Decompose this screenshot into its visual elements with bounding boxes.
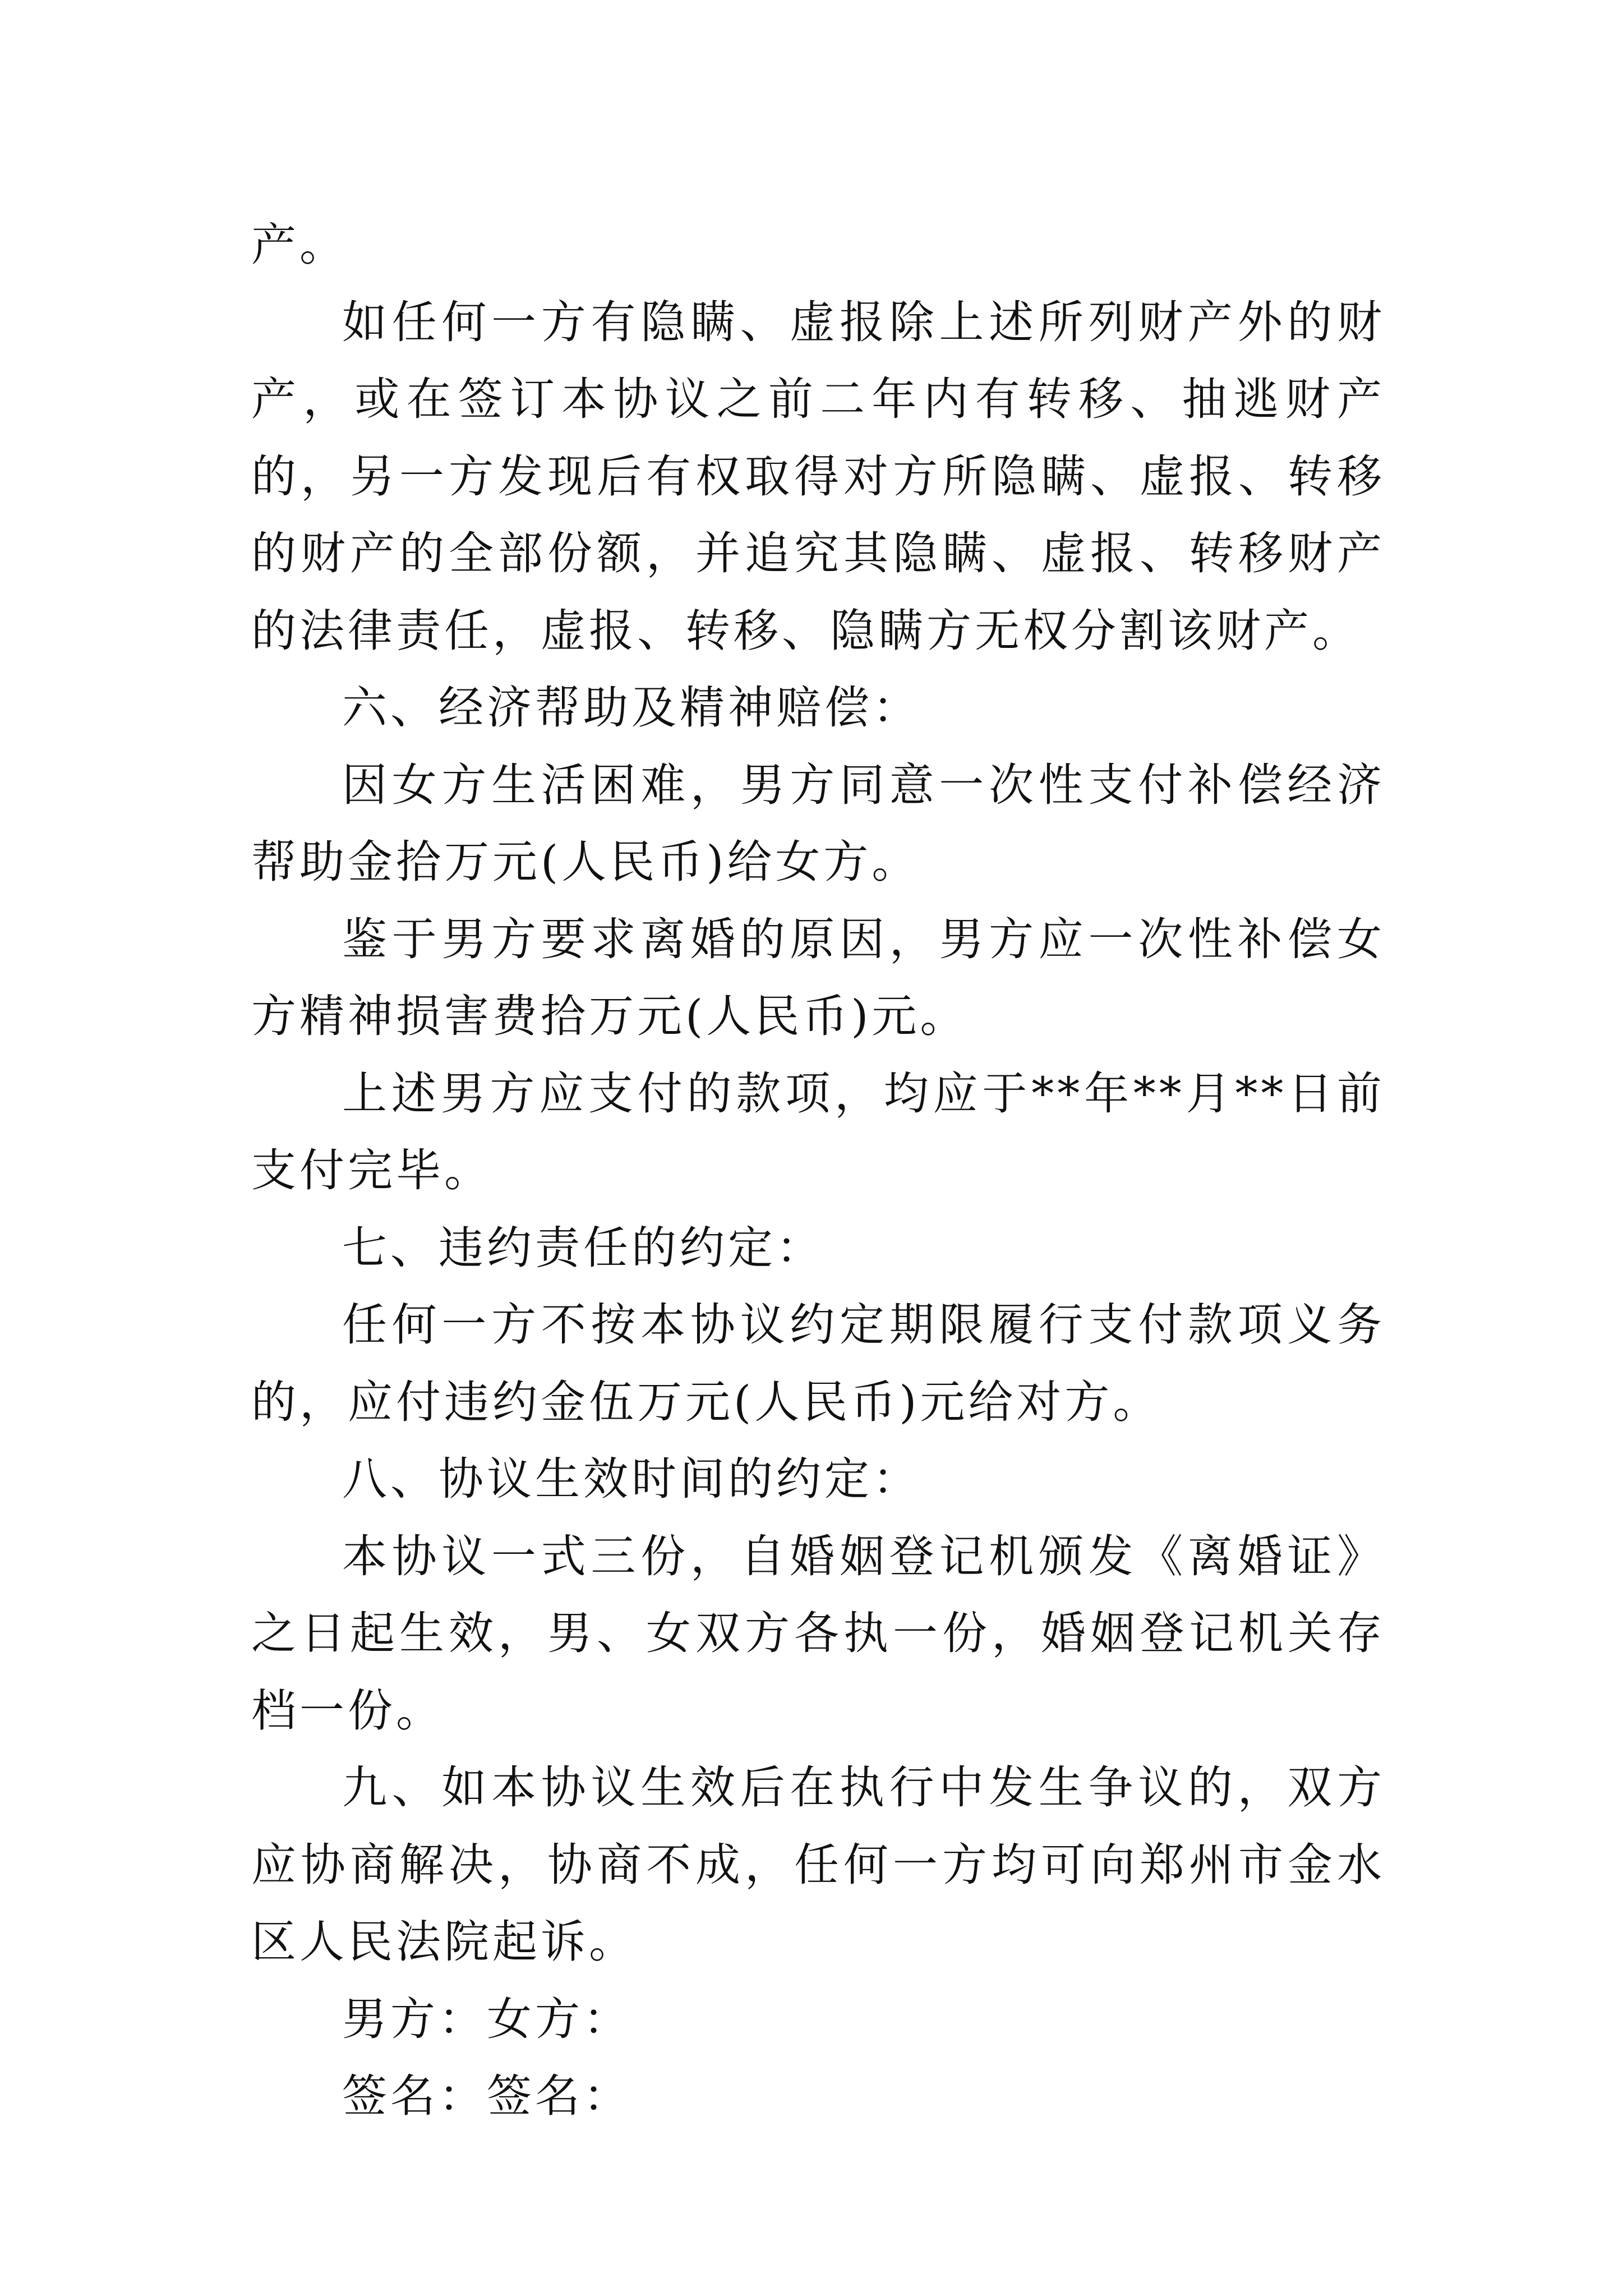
signature-line: 签名：签名： [342, 2070, 631, 2122]
effective-time-paragraph: 本协议一式三份，自婚姻登记机颁发《离婚证》之日起生效，男、女双方各执一份，婚姻登记机关存档一份。 [251, 1530, 1385, 1737]
section-heading-7: 七、违约责任的约定： [342, 1221, 824, 1274]
payment-deadline-paragraph: 上述男方应支付的款项，均应于**年**月**日前支付完毕。 [251, 1067, 1385, 1197]
signature-block [251, 1981, 1385, 2135]
breach-liability-paragraph: 任何一方不按本协议约定期限履行支付款项义务的，应付违约金伍万元(人民币)元给对方。 [251, 1299, 1385, 1428]
parties-line: 男方：女方： [342, 1993, 631, 2045]
economic-aid-paragraph: 因女方生活困难，男方同意一次性支付补偿经济帮助金拾万元(人民币)给女方。 [251, 758, 1385, 888]
document-body [251, 206, 1385, 2135]
section-heading-6: 六、经济帮助及精神赔偿： [342, 682, 921, 734]
concealment-clause-paragraph: 如任何一方有隐瞒、虚报除上述所列财产外的财产，或在签订本协议之前二年内有转移、抽逃财产的，另一方发现后有权取得对方所隐瞒、虚报、转移的财产的全部份额，并追究其隐瞒、虚报、转移财产的法律责任，虚报、转移、隐瞒方无权分割该财产。 [251, 296, 1385, 657]
dispute-resolution-paragraph: 九、如本协议生效后在执行中发生争议的，双方应协商解决，协商不成，任何一方均可向郑州市金水区人民法院起诉。 [251, 1761, 1385, 1968]
continued-paragraph: 产。 [251, 219, 348, 271]
section-heading-8: 八、协议生效时间的约定： [342, 1453, 921, 1505]
mental-damage-paragraph: 鉴于男方要求离婚的原因，男方应一次性补偿女方精神损害费拾万元(人民币)元。 [251, 913, 1385, 1042]
